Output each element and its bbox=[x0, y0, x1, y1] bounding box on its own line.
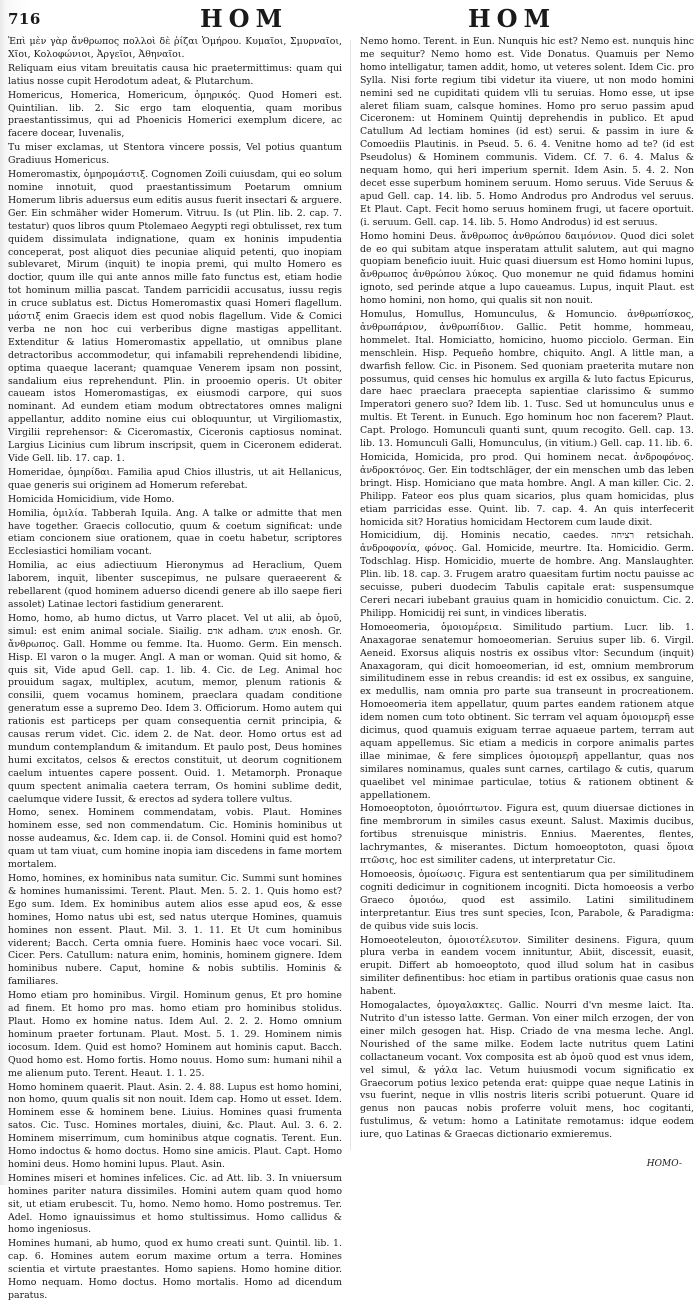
entry-paragraph: Homo hominem quaerit. Plaut. Asin. 2. 4. 88. Lupus est homo homini, non homo, quum qualis sit non nouit. Idem cap. Homo ut esset. Idem. Hominem esse & hominem bene. Liuius. Homines quasi frumenta satos. Cic. Tusc. Homines mortales, diuini, &c. Plaut. Aul. 3. 6. 2. Hominem miserrimum, cum hominibus atque cognatis. Terent. Eun. Homo indoctus & homo doctus. Homo sine amicis. Plaut. Capt. Homo homini deus. Homo homini lupus. Plaut. Asin. bbox=[8, 1081, 342, 1170]
right-column bbox=[360, 36, 694, 1156]
entry-paragraph: Homoeoptoton, ὁμοιόπτωτον. Figura est, quum diuersae dictiones in fine membrorum in similes casus exeunt. Salust. Maximis ducibus, fortibus strenuisque ministris. Ennius. Maerentes, flentes, lachrymantes, & miserantes. Dictum homoeoptoton, quasi ὅμοια πτῶσις, hoc est similiter cadens, ut interpretatur Cic. bbox=[360, 803, 694, 867]
entry-paragraph: Homines humani, ab humo, quod ex humo creati sunt. Quintil. lib. 1. cap. 6. Homines autem eorum maxime ortum a terra. Homines scientia et virtute praestantes. Homo sapiens. Homo homine ditior. Homo nequam. Homo doctus. Homo mortalis. Homo ad dicendum paratus. bbox=[8, 1238, 342, 1301]
entry-paragraph: Homilia, ὁμιλία. Tabberah Iquila. Ang. A talke or admitte that men have together. Graecis collocutio, quum & coetum significat: unde etiam concionem siue orationem, quae in coetu habetur, scriptores Ecclesiastici homiliam vocant. bbox=[8, 507, 342, 558]
column-divider bbox=[350, 40, 351, 1150]
entry-paragraph: Reliquam eius vitam breuitatis causa hic praetermittimus: quam qui latius nosse cupit Herodotum adeat, & Plutarchum. bbox=[8, 62, 342, 87]
running-head-left: HOM bbox=[200, 4, 289, 33]
entry-paragraph: Homo homini Deus. ἄνθρωπος ἀνθρώπου δαιμόνιον. Quod dici solet de eo qui subitam atque insperatam attulit salutem, aut qui magno quopiam beneficio iuuit. Huic quasi diuersum est Homo homini lupus, ἄνθρωπος ἀνθρώπου λύκος. Quo monemur ne quid fidamus homini ignoto, sed perinde atque a lupo caueamus. Lupus, inquit Plaut. est homo homini, non homo, qui qualis sit non nouit. bbox=[360, 230, 694, 307]
page-number: 716 bbox=[8, 10, 41, 28]
entry-paragraph: Tu miser exclamas, ut Stentora vincere possis, Vel potius quantum Gradiuus Homericus. bbox=[8, 142, 342, 167]
entry-paragraph: Homicida, Homicida, pro prod. Qui hominem necat. ἀνδροφόνος. ἀνδροκτόνος. Ger. Ein todtschläger, der ein menschen umb das leben bringt. Hisp. Homiciano que mata hombre. Angl. A man killer. Cic. 2. Philipp. Fateor eos plus quam sicarios, plus quam homicidas, plus etiam parricidas esse. Quint. lib. 7. cap. 4. An quis interfecerit homicida sit? Horatius homicidam Hectorem cum laude dixit. bbox=[360, 452, 694, 528]
left-column bbox=[8, 36, 342, 1301]
entry-paragraph: Homilia, ac eius adiectiuum Hieronymus ad Heraclium, Quem laborem, inquit, libenter suscepimus, ne pulsare queraeerent & rebellarent (quod hominem aduerso dicendi genere ab illo saepe fieri assolet) Latinae lectori fastidium generarent. bbox=[8, 560, 342, 610]
running-head-right: HOM bbox=[468, 4, 557, 33]
entry-paragraph: Homo, homo, ab humo dictus, ut Varro placet. Vel ut alii, ab ὁμοῦ, simul: est enim animal sociale. Siailig. אדם adham. אנוש enosh. Gr. ἄνθρωπος. Gall. Homme ou femme. Ita. Huomo. Germ. Ein mensch. Hisp. El varon o la muger. Angl. A man or woman. Quid sit homo, & quis sit, Vide apud Gell. cap. 1. lib. 4. Cic. de Leg. Animal hoc prouidum sagax, multiplex, acutum, memor, plenum rationis & consilii, quem vocamus hominem, praeclara quadam conditione generatum esse a supremo Deo. Idem 3. Officiorum. Homo autem qui rationis est particeps per quam consequentia cernit principia, & causas rerum videt. Cic. idem 2. de Nat. deor. Homo ortus est ad mundum contemplandum & imitandum. Et paulo post, Deus homines humi excitatos, celsos & erectos constituit, ut deorum cognitionem caelum intuentes capere possent. Ouid. 1. Metamorph. Pronaque quum spectent animalia caetera terram, Os homini sublime dedit, caelumque videre Iussit, & erectos ad sydera tollere vultus. bbox=[8, 612, 342, 805]
entry-paragraph: Homoeosis, ὁμοίωσις. Figura est sententiarum qua per similitudinem cogniti dedicimur in cognitionem incogniti. Dicta homoeosis a verbo Graeco ὁμοιόω, quod est assimilo. Latini similitudinem interpretantur. Eius tres sunt species, Icon, Parabole, & Paradigma: de quibus vide suis locis. bbox=[360, 869, 694, 932]
entry-paragraph: Homoeomeria, ὁμοιομέρεια. Similitudo partium. Lucr. lib. 1. Anaxagorae senatemur homoeomerian. Seruius super lib. 6. Virgil. Aeneid. Exorsus aliquis nostris ex ossibus vltor: Secundum (inquit) Anaxagoram, qui dicit homoeomerian, id est, omnium membrorum similitudinem esse in rebus creandis: id est ex ossibus, ex sanguine, ex medullis, nam omnia pro parte sua transeunt in procreationem. Homoeomeria item appellatur, quum partes eandem rationem atque idem nomen cum toto obtinent. Sic terram vel aquam ὁμοιομερῆ esse dicimus, quod quamuis exiguam terrae aquaeue partem, terram aut aquam appellemus. Sic etiam a medicis in corpore animalis partes illae minimae, & fere simplices ὁμοιομερῆ appellantur, quas nos similares nominamus, quales sunt carnes, cartilago & cutis, quarum quaelibet vel minimae particulae, totius & rationem obtinent & appellationem. bbox=[360, 621, 694, 801]
entry-paragraph: Homeridae, ὁμηρίδαι. Familia apud Chios illustris, ut ait Hellanicus, quae generis sui originem ad Homerum referebat. bbox=[8, 466, 342, 491]
catchword: HOMO- bbox=[646, 1159, 682, 1169]
entry-paragraph: Homoeoteleuton, ὁμοιοτέλευτον. Similiter desinens. Figura, quum plura verba in eandem vocem innituntur, Abiit, discessit, euasit, erupit. Differt ab homoeoptoto, quod illud solum hat in casibus similiter definentibus: hoc etiam in partibus orationis quae casus non habent. bbox=[360, 934, 694, 998]
entry-paragraph: Nemo homo. Terent. in Eun. Nunquis hic est? Nemo est. nunquis hinc me sequitur? Nemo homo est. Vide Donatus. Quamuis per Nemo homo intelligatur, tamen addit, homo, ut veteres solent. Idem Cic. pro Sylla. Nisi forte regium tibi videtur ita viuere, ut non modo homini nemini sed ne cupiditati quidem vlli tu seruias. Homo esse, ut ipse aleret filiam suam, calsque homines. Homo pro seruo passim apud Ciceronem: ut Hominem Quintij deprehendis in publico. Et apud Catullum Ad lectiam homines (id est) serui. & passim in iure & Comoediis Plautinis. in Pseud. 5. 6. 4. Venitne homo ad te? (id est Pseudolus) & Hominem communis. Videm. Cf. 7. 6. 4. Malus & nequam homo, qui heri imperium spernit. Idem Asin. 5. 4. 2. Non decet esse superbum hominem seruum. Homo seruus. Vide Seruus & apud Gell. cap. 14. lib. 5. Homo Androdus pro Androdus vel seruus. Et Plaut. Capt. Fecit homo seruus hominem frugi, ut facere oportuit. (i. seruum. Gell. cap. 14. lib. 5. Homo Androdus) id est seruus. bbox=[360, 36, 694, 228]
entry-paragraph: Homo, homines, ex hominibus nata sumitur. Cic. Summi sunt homines & homines humanissimi. Terent. Plaut. Men. 5. 2. 1. Quis homo est? Ego sum. Idem. Ex hominibus autem alios esse apud eos, & esse homines, Homo natus ubi est, sed natus uterque Homines, quamuis homines non essent. Plaut. Mil. 3. 1. 11. Et Ut cum hominibus viderent; Bacch. Certa omnia fuere. Hominis haec voce vocari. Sil. Cicer. Pers. Catullum: natura enim, hominis, hominem gignere. Idem hominibus nubere. Caput, homine & nobis subtilis. Hominis & familiares. bbox=[8, 873, 342, 988]
entry-paragraph: Homo etiam pro hominibus. Virgil. Hominum genus, Et pro homine ad finem. Et homo pro mas. homo etiam pro hominibus stolidus. Plaut. Homo ex homine natus. Idem Aul. 2. 2. 2. Homo omnium hominum praeter fortunam. Plaut. Most. 5. 1. 29. Hominem nimis iocosum. Idem. Quid est homo? Hominem aut hominis caput. Bacch. Quod homo est. Homo fortis. Homo nouus. Homo sum: humani nihil a me alienum puto. Terent. Heaut. 1. 1. 25. bbox=[8, 990, 342, 1079]
entry-paragraph: Homicidium, dij. Hominis necatio, caedes. רציחה retsichah. ἀνδροφονία, φόνος. Gal. Homicide, meurtre. Ita. Homicidio. Germ. Todschlag. Hisp. Homicidio, muerte de hombre. Ang. Manslaughter. Plin. lib. 18. cap. 3. Frugem aratro quaesitam furtim noctu pauisse ac secuisse, puberi duodecim Tabulis capitale erat: suspensumque Cereri necari iubebant grauius quam in homicidio conuictum. Cic. 2. Philipp. Homicidij rei sunt, in vindices liberatis. bbox=[360, 530, 694, 619]
entry-paragraph: Homogalactes, ὁμογαλακτες. Gallic. Nourri d'vn mesme laict. Ita. Nutrito d'un istesso latte. German. Von einer milch erzogen, der von einer milch gesogen hat. Hisp. Criado de vna mesma leche. Angl. Nourished of the same milke. Eodem lacte nutritus quem Latini collactaneum vocant. Vox composita est ab ὁμοῦ quod est vnus idem, vel simul, & γάλα lac. Vetum huiusmodi vocum significatio ex Graecorum potius lexico petenda erat: quippe quae neque Latinis in vsu fuerint, neque in vllis nostris literis scribi potuerunt. Quare id genus non paucas nobis proferre voluit mens, hoc cogitanti, fustulimus, & vetum: homo a Latinitate remotamus: idque eodem iure, quo Latinas & Graecas dictionario exmieremus. bbox=[360, 1000, 694, 1141]
entry-paragraph: Ἐπὶ μὲν γὰρ ἄνθρωπος πολλοὶ δὲ ῥίζαι Ὁμήρου. Κυμαῖοι, Σμυρναῖοι, Χῖοι, Κολοφώνιοι, Ἀργεῖοι, Ἀθηναῖοι. bbox=[8, 36, 342, 60]
entry-paragraph: Homeromastix, ὁμηρομάστιξ. Cognomen Zoili cuiusdam, qui eo solum nomine innotuit, quod praestantissimum Poetarum omnium Homerum libris aduersus eum editis ausus fuerit insectari & arguere. Ger. Ein schmäher wider Homerum. Vitruu. Is (ut Plin. lib. 2. cap. 7. testatur) quos libros quum Ptolemaeo Aegypti regi obtulisset, rex tum quidem dissimulata indignatione, quam ex honinis impudentia conceperat, post aliquot dies pecuniae aliquid petenti, quo inopiam sublevaret, Mirum (inquit) te inopia premi, qui multo Homero es doctior, quum ille qui ante annos mille fato functus est, etiam hodie tot hominum millia pascat. Tandem parricidii accusatus, iussu regis in cruce sublatus est. Dictus Homeromastix quasi Homeri flagellum. μάστιξ enim Graecis idem est quod nobis flagellum. Vide & Comici verba ne non hoc cui verberibus digne mastigas appellitant. Extenditur & latius Homeromastix appellatio, ut omnibus plane detractoribus accommodetur, qui infamabili reprehendendi libidine, optima quaeque lacerant; quamquae Venerem ipsam non possint, sandalium eius reprehendunt. Plin. in prooemio operis. Ut obiter caueam istos Homeromastigas, ex eiusmodi carpore, qui suos nominant. Ad eundem etiam modum obtrectatores omnes maligni appellantur, addito nomine eius cui obloquuntur, ut Virgiliomastix, Virgilii reprehensor: & Ciceromastix, Ciceronis captiosus nominat. Largius Licinius cum librum inscripsit, quem in Ciceronem ediderat. Vide Gell. lib. 17. cap. 1. bbox=[8, 169, 342, 464]
entry-paragraph: Homericus, Homerica, Homericum, ὁμηρικός. Quod Homeri est. Quintilian. lib. 2. Sic ergo tam eloquentia, quam moribus praestantissimus, qui ad Phoenicis Homerici exemplum dicere, ac facere docear, Iuvenalis, bbox=[8, 89, 342, 140]
entry-paragraph: Homicida Homicidium, vide Homo. bbox=[8, 493, 175, 505]
entry-paragraph: Homulus, Homullus, Homunculus, & Homuncio. ἀνθρωπίσκος, ἀνθρωπάριον, ἀνθρωπίδιον. Gallic. Petit homme, hommeau, hommelet. Ital. Homiciatto, homicino, huomo picciolo. German. Ein menschlein. Hisp. Pequeño hombre, chiquito. Angl. A little man, a dwarfish fellow. Cic. in Pisonem. Sed quoniam praeterita mutare non possumus, quid censes hic homulus ex argilla & luto factus Epicurus, dare haec praeclara praecepta sapientiae clarissimo & summo Imperatori genero suo? Idem lib. 1. Tusc. Sed ut homunculus unus e multis. Et Terent. in Eunuch. Ego hominum hoc non facerem? Plaut. Capt. Prologo. Homunculi quanti sunt, quum recogito. Gell. cap. 13. lib. 13. Homunculi Galli, Homunculus, (in vitium.) Gell. cap. 11. lib. 6. bbox=[360, 309, 694, 450]
entry-paragraph: Homines miseri et homines infelices. Cic. ad Att. lib. 3. In vniuersum homines pariter natura dissimiles. Homini autem quam quod homo sit, ut etiam erubescit. Tu, homo. Nemo homo. Homo postremus. Ter. Adel. Homo ignauissimus et homo stultissimus. Homo callidus & homo ingeniosus. bbox=[8, 1172, 342, 1236]
entry-paragraph: Homo, senex. Hominem commendatam, vobis. Plaut. Homines hominem esse, sed non commendatum. Cic. Hominis hominibus ut nosse audeamus, &c. Idem cap. ii. de Consol. Homini quid est homo? quam ut tam viuat, cum homine inopia iam discedens in fame mortem mortalem. bbox=[8, 807, 342, 871]
